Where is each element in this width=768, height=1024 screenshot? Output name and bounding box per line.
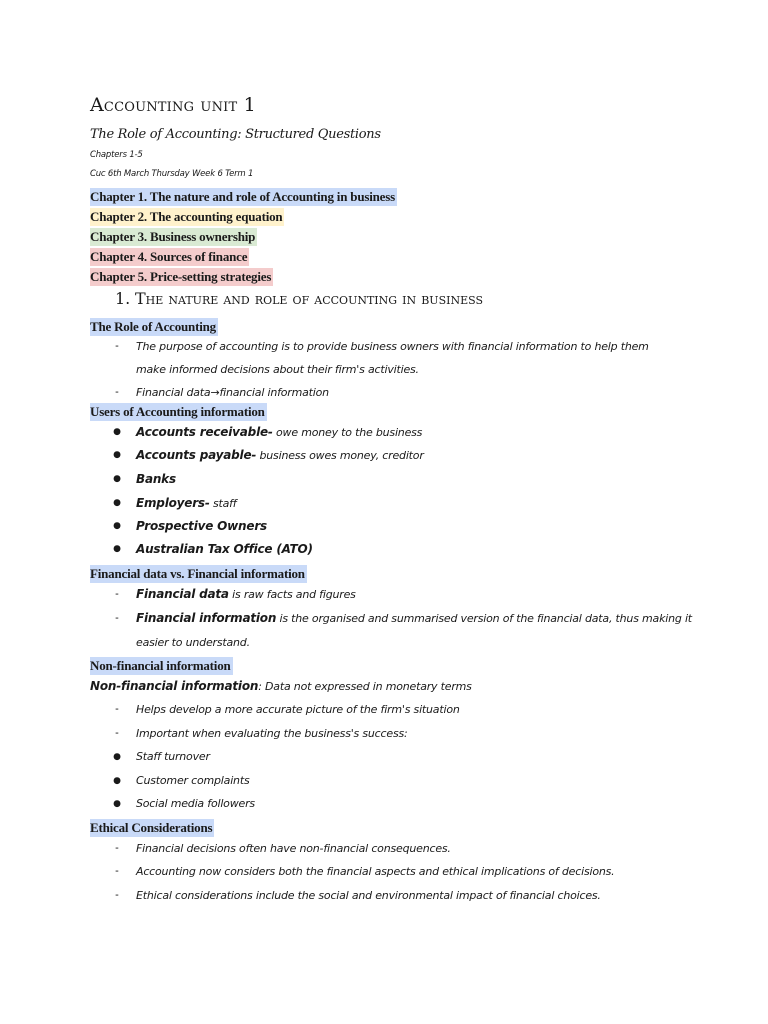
financial-data-term: Financial data xyxy=(136,587,229,601)
role-line-1: The purpose of accounting is to provide business owners with financial information to help them xyxy=(136,340,649,353)
user-item xyxy=(136,425,422,439)
date-line: Cuc 6th March Thursday Week 6 Term 1 xyxy=(90,169,254,179)
dash-marker: - xyxy=(115,703,119,715)
dash-marker: - xyxy=(115,842,119,854)
role-line-2: Financial data→financial information xyxy=(136,386,329,399)
chapter-4-label: Chapter 4. Sources of finance xyxy=(90,249,248,264)
user-term: Employers- xyxy=(136,496,210,510)
bullet-marker: ● xyxy=(113,474,121,484)
bullet-marker: ● xyxy=(113,799,121,809)
chapter-5-label: Chapter 5. Price-setting strategies xyxy=(90,269,272,284)
dash-marker: - xyxy=(115,386,119,398)
nonfin-heading: Non-financial information xyxy=(90,658,231,673)
nonfin-term: Non-financial information xyxy=(90,679,259,693)
chapter-1-label: Chapter 1. The nature and role of Accounting in business xyxy=(90,189,395,204)
bullet-marker: ● xyxy=(113,776,121,786)
nonfin-dash-2: Important when evaluating the business's success: xyxy=(136,727,408,740)
nonfin-dash-1: Helps develop a more accurate picture of the firm's situation xyxy=(136,703,460,716)
user-desc: business owes money, creditor xyxy=(256,449,424,462)
dash-marker: - xyxy=(115,889,119,901)
bullet-marker: ● xyxy=(113,752,121,762)
ethics-item: Ethical considerations include the social and environmental impact of financial choices. xyxy=(136,889,601,902)
user-desc: staff xyxy=(209,497,237,510)
user-item xyxy=(136,519,267,533)
chapters-line: Chapters 1-5 xyxy=(90,150,143,160)
nonfin-bullet-item: Social media followers xyxy=(136,797,255,810)
page-title: Accounting unit 1 xyxy=(90,94,256,116)
nonfin-desc: : Data not expressed in monetary terms xyxy=(258,680,472,693)
chapter-3-label: Chapter 3. Business ownership xyxy=(90,229,256,244)
section-title: The nature and role of accounting in business xyxy=(135,289,483,308)
dash-marker: - xyxy=(115,612,119,624)
nonfin-bullet-item: Staff turnover xyxy=(136,750,210,763)
user-term: Australian Tax Office (ATO) xyxy=(136,542,313,556)
nonfin-definition xyxy=(90,679,472,693)
user-term: Accounts payable- xyxy=(136,448,257,462)
bullet-marker: ● xyxy=(113,427,121,437)
bullet-marker: ● xyxy=(113,521,121,531)
dash-marker: - xyxy=(115,727,119,739)
bullet-marker: ● xyxy=(113,498,121,508)
user-item xyxy=(136,496,236,510)
users-heading: Users of Accounting information xyxy=(90,404,265,419)
user-item xyxy=(136,542,313,556)
financial-info-item xyxy=(136,611,692,625)
section-number: 1. xyxy=(115,289,131,308)
financial-data-desc: is raw facts and figures xyxy=(228,588,356,601)
chapter-2-label: Chapter 2. The accounting equation xyxy=(90,209,283,224)
dash-marker: - xyxy=(115,588,119,600)
financial-info-desc: is the organised and summarised version of the financial data, thus making it xyxy=(276,612,692,625)
bullet-marker: ● xyxy=(113,544,121,554)
user-term: Banks xyxy=(136,472,176,486)
user-term: Prospective Owners xyxy=(136,519,267,533)
data-vs-info-heading: Financial data vs. Financial information xyxy=(90,566,305,581)
ethics-item: Financial decisions often have non-financial consequences. xyxy=(136,842,451,855)
financial-info-term: Financial information xyxy=(136,611,277,625)
dash-marker: - xyxy=(115,340,119,352)
financial-info-cont: easier to understand. xyxy=(136,636,250,649)
bullet-marker: ● xyxy=(113,450,121,460)
user-term: Accounts receivable- xyxy=(136,425,273,439)
ethics-item: Accounting now considers both the financial aspects and ethical implications of decisions. xyxy=(136,865,615,878)
role-heading: The Role of Accounting xyxy=(90,319,216,334)
user-item xyxy=(136,472,176,486)
dash-marker: - xyxy=(115,865,119,877)
nonfin-bullet-item: Customer complaints xyxy=(136,774,250,787)
financial-data-item xyxy=(136,587,356,601)
user-desc: owe money to the business xyxy=(272,426,423,439)
ethics-heading: Ethical Considerations xyxy=(90,820,213,835)
page-subtitle: The Role of Accounting: Structured Questions xyxy=(90,127,381,142)
section-1-heading xyxy=(115,289,483,308)
user-item xyxy=(136,448,424,462)
role-line-1-cont: make informed decisions about their firm's activities. xyxy=(136,363,419,376)
